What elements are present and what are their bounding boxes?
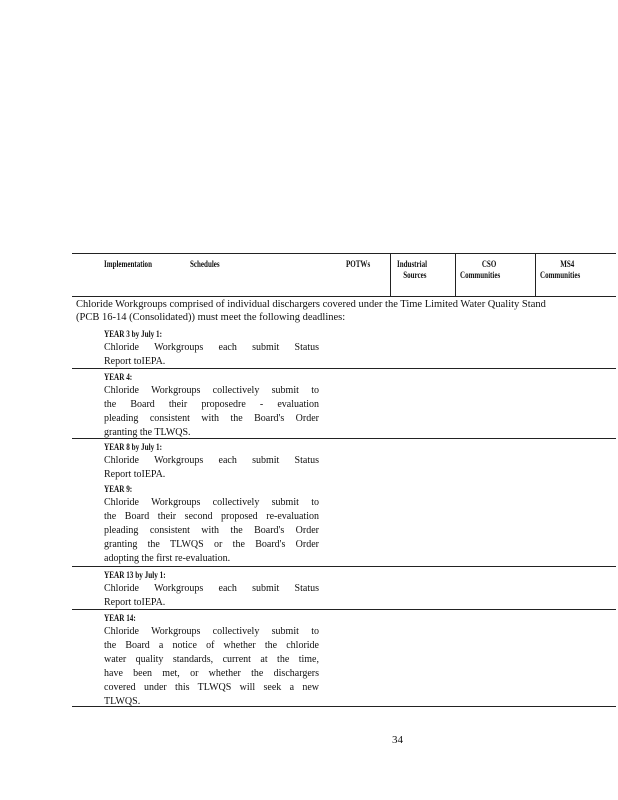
- schedule-line: Report toIEPA.: [104, 469, 166, 480]
- column-divider: [535, 254, 536, 296]
- schedule-table: [72, 253, 616, 707]
- schedule-line: the Board their second proposed re-evaluation: [104, 511, 319, 522]
- schedule-line: Chloride Workgroups each submit Status: [104, 342, 319, 353]
- page-number: 34: [392, 734, 403, 746]
- schedule-line: Report toIEPA.: [104, 356, 166, 367]
- schedule-line: granting the TLWQS.: [104, 427, 191, 438]
- column-divider: [390, 254, 391, 296]
- table-row: [72, 369, 616, 439]
- schedule-line: granting the TLWQS or the Board's Order: [104, 539, 319, 550]
- schedule-line: have been met, or whether the dischargers: [104, 668, 319, 679]
- schedule-line: pleading consistent with the Board's Order: [104, 413, 319, 424]
- table-row: [72, 567, 616, 610]
- schedule-cell: [104, 327, 319, 369]
- intro-line1: Chloride Workgroups comprised of individual dischargers covered under the Time Limited Water Quality Stand: [76, 299, 546, 310]
- schedule-cell: [104, 440, 319, 566]
- schedule-line: Chloride Workgroups each submit Status: [104, 455, 319, 466]
- table-row: [72, 325, 616, 369]
- year-label: YEAR 4:: [104, 372, 133, 382]
- header-industrial: [397, 259, 427, 281]
- schedule-line: covered under this TLWQS will seek a new: [104, 682, 319, 693]
- header-cso: [460, 259, 500, 281]
- schedule-line: water quality standards, current at the time,: [104, 654, 319, 665]
- schedule-line: Chloride Workgroups collectively submit to: [104, 385, 319, 396]
- header-cso-line1: CSO: [481, 259, 497, 269]
- intro-line2: (PCB 16-14 (Consolidated)) must meet the following deadlines:: [76, 311, 346, 323]
- schedule-line: the Board a notice of whether the chloride: [104, 640, 319, 651]
- header-cso-line2: Communities: [460, 270, 501, 280]
- schedule-line: the Board their proposedre - evaluation: [104, 399, 319, 410]
- schedule-line: Chloride Workgroups each submit Status: [104, 583, 319, 594]
- column-divider: [455, 254, 456, 296]
- header-implementation: Implementation: [104, 259, 152, 269]
- table-row: [72, 439, 616, 567]
- header-schedules: Schedules: [190, 259, 220, 269]
- header-ms4-line2: Communities: [540, 270, 581, 280]
- schedule-line: TLWQS.: [104, 696, 141, 707]
- schedule-line: adopting the first re-evaluation.: [104, 553, 231, 564]
- header-industrial-line2: Sources: [403, 270, 427, 280]
- year-label: YEAR 9:: [104, 484, 133, 494]
- schedule-line: Chloride Workgroups collectively submit to: [104, 626, 319, 637]
- schedule-line: Report toIEPA.: [104, 597, 166, 608]
- schedule-cell: [104, 611, 319, 709]
- year-label: YEAR 3 by July 1:: [104, 329, 163, 339]
- header-potws: POTWs: [346, 259, 371, 269]
- table-row: [72, 610, 616, 707]
- schedule-cell: [104, 370, 319, 440]
- header-ms4: [540, 259, 580, 281]
- schedule-cell: [104, 568, 319, 610]
- table-header: [72, 253, 616, 297]
- year-label: YEAR 8 by July 1:: [104, 442, 163, 452]
- intro-text: [76, 299, 618, 324]
- header-ms4-line1: MS4: [560, 259, 575, 269]
- year-label: YEAR 14:: [104, 613, 136, 623]
- schedule-line: Chloride Workgroups collectively submit to: [104, 497, 319, 508]
- schedule-line: pleading consistent with the Board's Order: [104, 525, 319, 536]
- year-label: YEAR 13 by July 1:: [104, 570, 166, 580]
- header-industrial-line1: Industrial: [397, 259, 428, 269]
